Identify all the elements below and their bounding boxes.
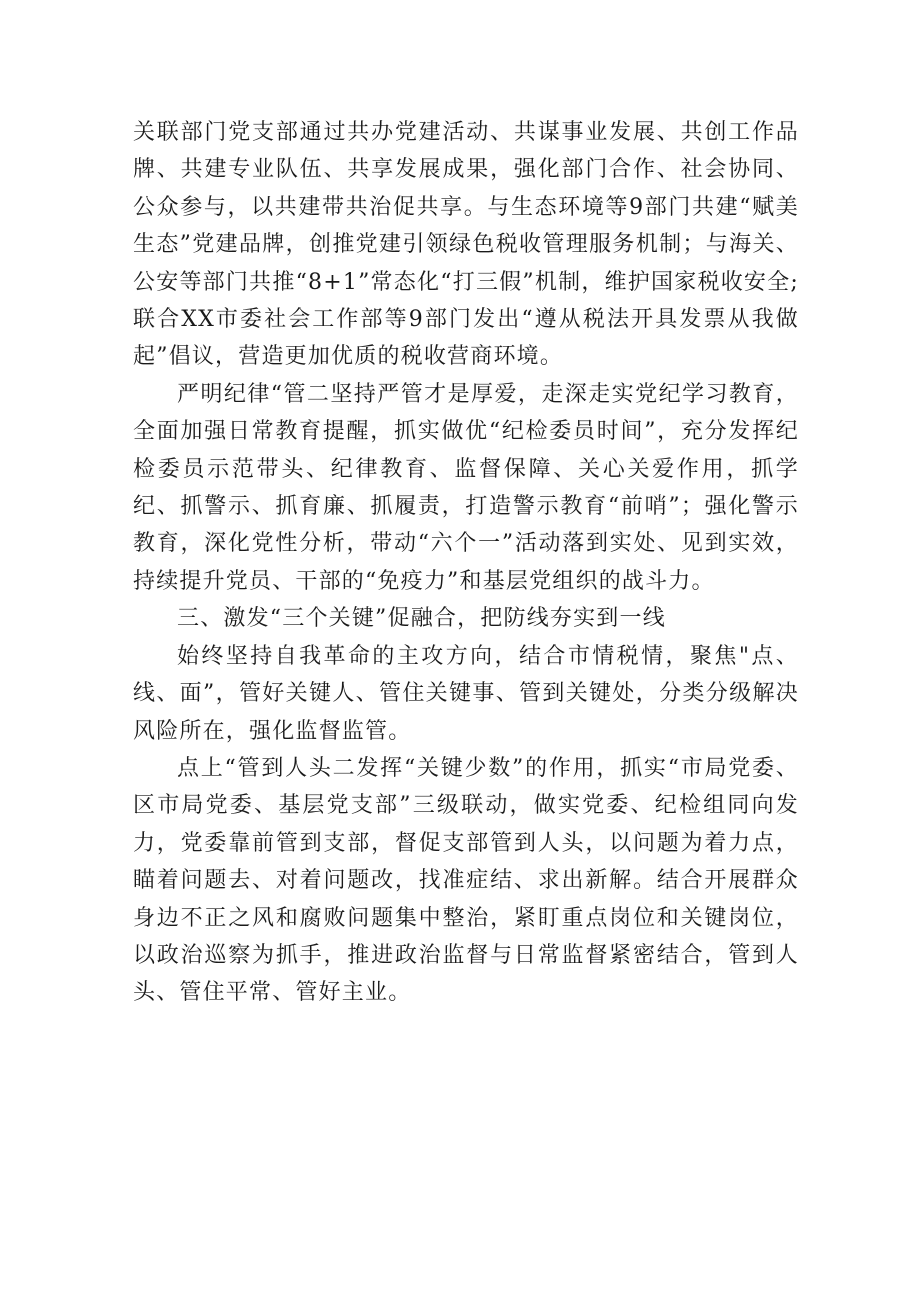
section-heading: 三、激发“三个关键”促融合，把防线夯实到一线 — [177, 606, 666, 632]
paragraph-discipline: 严明纪律“管二坚持严管才是厚爱，走深走实党纪学习教育，全面加强日常教育提醒，抓实做优“纪检委员时间”，充分发挥纪检委员示范带头、纪律教育、监督保障、关心关爱作用，抓学纪、抓警示、抓育廉、抓履责，打造警示教育“前哨”；强化警示教育，深化党性分析，带动“六个一”活动落到实处、见到实效，持续提升党员、干部的“免疫力”和基层党组织的战斗力。 — [133, 381, 799, 594]
paragraph-intro: 始终坚持自我革命的主攻方向，结合市情税情，聚焦"点、线、面”，管好关键人、管住关键事、管到关键处，分类分级解决风险所在，强化监督监管。 — [133, 643, 799, 744]
paragraph-point: 点上“管到人头二发挥“关键少数”的作用，抓实“市局党委、区市局党委、基层党支部”三级联动，做实党委、纪检组同向发力，党委靠前管到支部，督促支部管到人头，以问题为着力点，瞄着问题去、对着问题改，找准症结、求出新解。结合开展群众身边不正之风和腐败问题集中整治，紧盯重点岗位和关键岗位，以政治巡察为抓手，推进政治监督与日常监督紧密结合，管到人头、管住平常、管好主业。 — [133, 755, 799, 1006]
document-body — [133, 114, 799, 1012]
paragraph-continuation: 关联部门党支部通过共办党建活动、共谋事业发展、共创工作品牌、共建专业队伍、共享发展成果，强化部门合作、社会协同、公众参与，以共建带共治促共享。与生态环境等9部门共建“赋美生态”党建品牌，创推党建引领绿色税收管理服务机制；与海关、公安等部门共推“8+1”常态化“打三假”机制，维护国家税收安全;联合XX市委社会工作部等9部门发出“遵从税法开具发票从我做起”倡议，营造更加优质的税收营商环境。 — [133, 120, 799, 370]
